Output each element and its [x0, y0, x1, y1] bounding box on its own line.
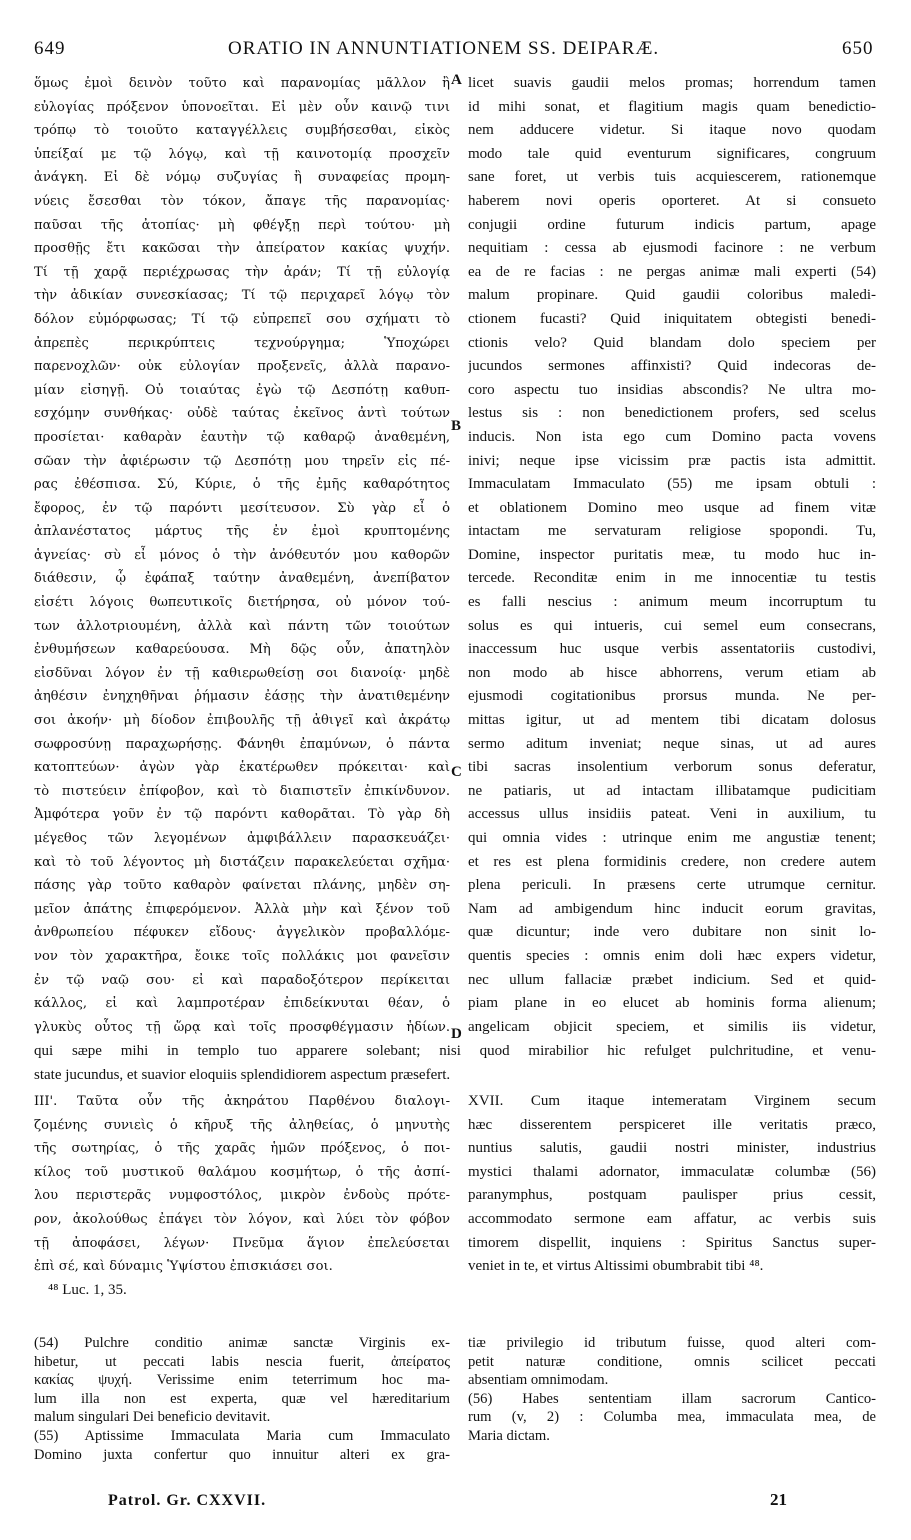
- text-line: plena periculi. In præsens certe utrumque cernitur.: [468, 877, 876, 894]
- text-line: inaccessum huc usque verbis assentatoriis custodivi,: [468, 641, 876, 658]
- text-line: malum propinare. Quid gaudii coloribus maledi-: [468, 287, 876, 304]
- text-line: absentiam omnimodam.: [468, 1372, 609, 1389]
- text-line: rum (v, 2) : Columba mea, immaculata mea, de: [468, 1409, 876, 1426]
- text-line: ἀνθρωπείου πέφυκεν εἴδους· ἀγγελικὸν προβαλλόμε-: [34, 925, 450, 941]
- text-line: ἐν τῷ ναῷ σου· εἰ καὶ παραδοξότερον περίκειται: [34, 972, 450, 988]
- text-line: (56) Habes sententiam illam sacrorum Cantico-: [468, 1390, 876, 1407]
- text-line: et oblationem Domino meo usque ad finem vitæ: [468, 499, 876, 516]
- text-line: προσθῇς ἔτι κακῶσαι τὴν ἀπείρατον κακίας ψυχήν.: [34, 241, 450, 257]
- text-line: XVII. Cum itaque intemeratam Virginem secum: [468, 1093, 876, 1109]
- text-line: πάσης γὰρ τοῦτο καθαρὸν φαίνεται πλάνης, μηδὲν ση-: [34, 878, 450, 894]
- text-line: lum illa non est experta, quæ vel hæreditarium: [34, 1390, 450, 1407]
- text-line: Maria dictam.: [468, 1427, 550, 1444]
- text-line: κάλλος, εἰ καὶ λαμπροτέραν ἐπιδείκνυται θέαν, ὁ: [34, 996, 450, 1012]
- text-line: ἀνάγκη. Εἰ δὲ νόμῳ συζυγίας ἢ συναφείας προμη-: [34, 170, 450, 186]
- text-line: timorem dispellit, inquiens : Spiritus Sanctus super-: [468, 1234, 876, 1251]
- text-line: γλυκὺς οὗτος τῇ ὥρᾳ καὶ τοῖς προσφθέγμασιν ἡδίων.: [34, 1019, 450, 1035]
- text-line: inducis. Non ista ego cum Domino pacta vovens: [468, 428, 876, 445]
- text-line: ἔφορος, ἐν τῷ παρόντι μεσίτευσον. Σὺ γὰρ εἶ ὁ: [34, 500, 450, 516]
- text-line: ζομένης συνιεὶς ὁ κῆρυξ τῆς ἀληθείας, ὁ μηνυτὴς: [34, 1117, 450, 1133]
- text-line: μέγεθος τῶν λεγομένων ἀμφιβάλλειν παρασκευάζει·: [34, 831, 450, 846]
- text-line: Domino juxta confertur quo innuitur alteri ex gra-: [34, 1446, 450, 1463]
- text-line: νον τὸν χαρακτῆρα, ἔοικε τοῖς πολλάκις μοι φανεῖσιν: [34, 948, 450, 964]
- text-line: quentis species : omnis enim doli hæc expers videtur,: [468, 947, 876, 964]
- text-line: ἐνθυμήσεων καθαρεύουσα. Μὴ δῷς οὖν, ἀπατηλὸν: [34, 642, 450, 658]
- text-line: accommodato sermone eam affatur, ac verbis suis: [468, 1210, 876, 1227]
- text-line: non modo ab hisce abhorrens, verum etiam ab: [468, 664, 876, 681]
- text-line: εἰσέτι λόγοις θωπευτικοῖς διετήρησα, οὐ μόνον τού-: [34, 595, 450, 611]
- text-line: ρας ἐθέσπισα. Σύ, Κύριε, ὁ τῆς ἐμῆς καθαρότητος: [34, 477, 450, 493]
- text-line: tibi sacras insolentium verborum sonus deferatur,: [468, 759, 876, 776]
- greek-section-iii: [34, 1090, 450, 1279]
- text-line: τὴν ἀδικίαν συνεσκίασας; Τί τῷ περιχαρεῖ λόγῳ τὸν: [34, 288, 450, 304]
- text-line: paranymphus, postquam paulisper prius cessit,: [468, 1187, 876, 1204]
- text-line: modo tale quid eventurum significares, congruum: [468, 145, 876, 162]
- text-line: piam plane in eo elucet ab hominis forma alienum;: [468, 995, 876, 1012]
- text-line: licet suavis gaudii melos promas; horrendum tamen: [468, 75, 876, 91]
- text-line: jucundos sermones affinxisti? Quid indecoras de-: [468, 358, 876, 375]
- text-line: σωφροσύνῃ παραχωρήσῃς. Φάνηθι ἐπαμύνων, ὁ πάντα: [34, 736, 450, 752]
- text-line: ἀπλανέστατος μάρτυς τῆς ἐν ἐμοὶ κρυπτομένης: [34, 524, 450, 540]
- text-line: et res est plena formidinis credere, non credere autem: [468, 853, 876, 870]
- text-line: ὅμως ἐμοὶ δεινὸν τοῦτο καὶ παρανομίας μᾶλλον ἢ: [34, 76, 450, 91]
- text-line: mystici thalami adornator, immaculatæ columbæ (56): [468, 1163, 876, 1180]
- text-line: (54) Pulchre conditio animæ sanctæ Virginis ex-: [34, 1335, 450, 1351]
- text-line: λου περιστερᾶς νυμφοστόλος, μικρὸν ἐνδοὺς πρότε-: [34, 1188, 450, 1204]
- text-line: state jucundus, et suavior eloquiis splendidiorem aspectum præsefert.: [34, 1066, 451, 1083]
- text-line: εσχόμην συνθήκας· οὐδὲ ταύτας ἐκεῖνος ἀντὶ τούτων: [34, 406, 450, 422]
- full-width-continuation: [34, 1040, 876, 1087]
- footnotes-left: [34, 1334, 450, 1464]
- text-line: mittas igitur, ut ad mentem tibi dicatam dolosus: [468, 712, 876, 729]
- latin-section-xvii: [468, 1090, 876, 1279]
- latin-column: [468, 72, 876, 1039]
- text-line: accessus ullus insidiis pateat. Veni in auxilium, tu: [468, 806, 876, 823]
- text-line: conjugii ordine futurum indicis partum, apage: [468, 216, 876, 233]
- text-line: τὸ πιστεύειν ἐπίφοβον, καὶ τὸ διαπιστεῖν ἐπικίνδυνον.: [34, 783, 450, 799]
- text-line: III'. Ταῦτα οὖν τῆς ἀκηράτου Παρθένου διαλογι-: [34, 1094, 450, 1109]
- scripture-citation: ⁴⁸ Luc. 1, 35.: [48, 1282, 127, 1298]
- text-line: παρενοχλῶν· οὐκ εὐλογίαν προξενεῖς, ἀλλὰ παρανο-: [34, 359, 450, 375]
- footer-series: Patrol. Gr. CXXVII.: [108, 1492, 267, 1509]
- text-line: veniet in te, et virtus Altissimi obumbrabit tibi ⁴⁸.: [468, 1258, 764, 1275]
- text-line: haberem novi operis oporteret. At si consueto: [468, 192, 876, 209]
- text-line: sermo aditum inveniat; neque sinas, ut ad aures: [468, 735, 876, 752]
- text-line: Nam ad ambigendum hinc inducit eorum gravitas,: [468, 900, 876, 917]
- text-line: tiæ privilegio id tributum fuisse, quod alteri com-: [468, 1335, 876, 1351]
- page-number-left: 649: [34, 38, 66, 59]
- text-line: Τί τῇ χαρᾷ περιέχρωσας τὴν ἀράν; Τί τῇ εὐλογίᾳ: [34, 264, 450, 280]
- text-line: petit naturæ conditione, omnis scilicet peccati: [468, 1353, 876, 1370]
- text-line: malum singulari Dei beneficio devitavit.: [34, 1409, 271, 1426]
- text-line: τρόπῳ τὸ τοιοῦτο καταγγέλλεις συμβήσεσθαι, εἰκὸς: [34, 123, 450, 139]
- running-title: ORATIO IN ANNUNTIATIONEM SS. DEIPARÆ.: [228, 38, 660, 59]
- text-line: Ἀμφότερα γοῦν ἐν τῷ παρόντι καθορᾶται. Τὸ γὰρ δὴ: [34, 807, 450, 823]
- text-line: νύεις ἔσεσθαι τὸν τόκον, ἄπαγε τῆς παρανομίας·: [34, 193, 450, 209]
- text-line: hibetur, ut peccati labis nescia fuerit, ἀπείρατος: [34, 1353, 450, 1370]
- text-line: καὶ τὸ τοῦ λέγοντος μὴ διστάζειν παρακελεύεται σχῆμα·: [34, 854, 450, 870]
- text-line: μίαν εἰσηγῇ. Οὐ τοιαύτας ἐγὼ τῷ Δεσπότῃ καθυπ-: [34, 382, 450, 398]
- text-line: τῇ ἀποφάσει, λέγων· Πνεῦμα ἅγιον ἐπελεύσεται: [34, 1235, 450, 1251]
- text-line: Immaculatam Immaculato (55) me ipsam obtuli :: [468, 476, 876, 493]
- text-line: nuntius salutis, gaudii nostri minister, industrius: [468, 1140, 876, 1157]
- text-line: σοι ἀκοήν· μὴ δίοδον ἐπιβουλῆς τῇ ἀθιγεῖ καὶ ἀκράτῳ: [34, 713, 450, 729]
- text-line: ρον, ἀκολούθως ἐπάγει τὸν λόγον, καὶ λύει τὸν φόβον: [34, 1211, 450, 1227]
- text-line: qui omnia vides : utrinque enim me angustiæ tenent;: [468, 830, 876, 846]
- margin-marker-c: C: [451, 764, 462, 780]
- text-line: κακίας ψυχή. Verissime enim teterrimum hoc ma-: [34, 1372, 450, 1389]
- text-line: ne patiaris, ut ad intactam illibatamque pudicitiam: [468, 782, 876, 799]
- text-line: ἁγνείας· σὺ εἶ μόνος ὁ τὴν ἀνόθευτόν μου καθορῶν: [34, 547, 450, 563]
- text-line: ἀηθέσιν ἐνηχηθῆναι ῥήμασιν ἐάσῃς τὴν ἀνατιθεμένην: [34, 689, 450, 705]
- footer-signature: 21: [770, 1490, 787, 1509]
- text-line: angelicam objicit speciem, et similis iis videtur,: [468, 1018, 876, 1035]
- text-line: sane foret, ut verbis tuis acquiescerem, rationemque: [468, 169, 876, 186]
- text-line: hæc disserentem perspiceret ille veritatis præco,: [468, 1116, 876, 1133]
- text-line: lestus sis : non benedictionem profers, sed scelus: [468, 405, 876, 422]
- text-line: εἰσδῦναι λόγον ἐν τῇ καθιερωθείσῃ σοι διανοίᾳ· μηδὲ: [34, 665, 450, 681]
- margin-marker-d: D: [451, 1026, 462, 1042]
- margin-marker-b: B: [451, 418, 462, 434]
- text-line: tercede. Reconditæ enim in me innocentiæ tu testis: [468, 570, 876, 587]
- text-line: solus es qui intueris, cui semel eum consecrans,: [468, 617, 876, 634]
- text-line: μεῖον ἀπάτης ἐπιφερόμενον. Ἀλλὰ μὴν καὶ ξένον τοῦ: [34, 901, 450, 917]
- text-line: coro aspectu tuo insidias abscondis? Ne ultra mo-: [468, 381, 876, 398]
- text-line: nequitiam : cessa ab ejusmodi facinore : ne verbum: [468, 240, 876, 257]
- text-line: ea de re facias : ne pergas animæ mali experti (54): [468, 263, 876, 280]
- text-line: των ἀλλοτριουμένη, ἀλλὰ καὶ πάντη τῶν τοιούτων: [34, 618, 450, 634]
- text-line: προσίεται· καθαρὰν ἑαυτὴν τῷ καθαρῷ ἀναθεμένη,: [34, 429, 450, 445]
- text-line: nec ullum fallaciæ præbet indicium. Sed et quid-: [468, 971, 876, 988]
- text-line: ὑπείξαί με τῷ λόγῳ, καὶ τῇ καινοτομίᾳ προσχεῖν: [34, 146, 450, 162]
- text-line: κατοπτεύων· ἀγὼν γὰρ ἑκατέρωθεν πρόκειται· καὶ: [34, 760, 450, 776]
- text-line: id mihi sonat, et flagitium magis quam benedictio-: [468, 98, 876, 115]
- text-line: ἐπὶ σέ, καὶ δύναμις Ὑψίστου ἐπισκιάσει σοι.: [34, 1259, 333, 1275]
- text-line: δόλον εὐμόρφωσας; Τί τῷ εὐπρεπεῖ σου σχήματι τὸ: [34, 311, 450, 327]
- text-line: nem adducere videtur. Si itaque novo quodam: [468, 122, 876, 139]
- text-line: (55) Aptissime Immaculata Maria cum Immaculato: [34, 1427, 450, 1444]
- text-line: ejusmodi cogitationibus prorsus munda. Ne per-: [468, 688, 876, 705]
- text-line: εὐλογίας πρόξενον ὑπονοεῖται. Εἰ μὲν οὖν καινῷ τινι: [34, 99, 450, 115]
- footnotes-right: [468, 1334, 876, 1446]
- text-line: es falli nescius : animum meum incorruptum tu: [468, 594, 876, 611]
- text-line: ἀπρεπὲς περικρύπτεις τεχνούργημα; Ὑποχώρει: [34, 335, 450, 351]
- text-line: σῶαν τὴν ἀφιέρωσιν τῷ Δεσπότῃ μου τηρεῖν εἰς πέ-: [34, 453, 450, 469]
- text-line: intactam me servaturam religiose spopondi. Tu,: [468, 523, 876, 540]
- page-number-right: 650: [842, 38, 874, 59]
- text-line: Domine, inspector puritatis meæ, tu modo huc in-: [468, 546, 876, 563]
- text-line: inivi; neque ipse vicissim præ pactis ista admittit.: [468, 452, 876, 469]
- greek-column: [34, 72, 450, 1039]
- text-line: παῦσαι τῆς ἀτοπίας· μὴ φθέγξῃ περὶ τούτου· μὴ: [34, 217, 450, 233]
- text-line: κίλος τοῦ μυστικοῦ θαλάμου κοσμήτωρ, ὁ τῆς ἀσπί-: [34, 1164, 450, 1180]
- text-line: τῆς σωτηρίας, ὁ τῆς χαρᾶς ἡμῶν πρόξενος, ὁ ποι-: [34, 1141, 450, 1157]
- margin-marker-a: A: [451, 72, 462, 88]
- text-line: quæ dicuntur; inde vero dubitare non sinit lo-: [468, 924, 876, 941]
- text-line: διάθεσιν, ᾧ ἐφάπαξ ταύτην ἀναθεμένη, ἀνεπίβατον: [34, 571, 450, 587]
- text-line: ctionis velo? Quid blandam dolo speciem per: [468, 334, 876, 351]
- text-line: qui sæpe mihi in templo tuo apparere solebant; nisi quod mirabilior hic refulget pulchritudine, et venu-: [34, 1043, 876, 1059]
- text-line: ctionem fucasti? Quid iniquitatem obtegisti benedi-: [468, 310, 876, 327]
